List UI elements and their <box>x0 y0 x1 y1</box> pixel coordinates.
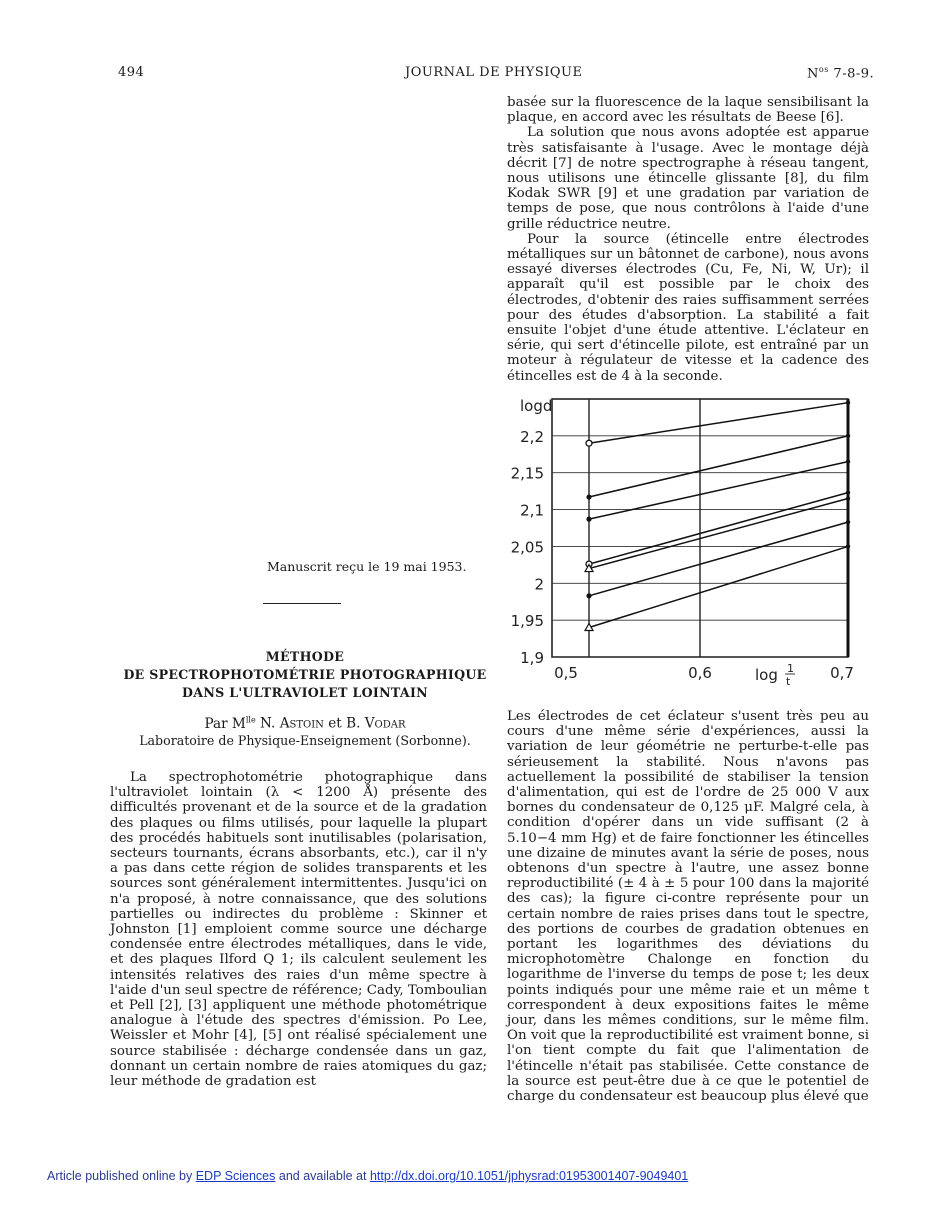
article-title <box>110 648 500 702</box>
publisher-link[interactable]: EDP Sciences <box>195 1169 276 1183</box>
series-line <box>589 436 848 497</box>
x-axis-label-numerator: 1 <box>787 662 794 675</box>
paragraph: basée sur la fluorescence de la laque sensibilisant la plaque, en accord avec les résultats de Beese [6]. <box>507 95 869 126</box>
y-tick-label: 2,05 <box>510 538 544 557</box>
manuscript-note: Manuscrit reçu le 19 mai 1953. <box>267 559 467 574</box>
y-tick-label: 2,2 <box>520 427 544 446</box>
data-point <box>586 494 591 499</box>
y-tick-label: 2,1 <box>520 501 544 520</box>
series-line <box>589 403 848 444</box>
journal-title: JOURNAL DE PHYSIQUE <box>405 65 583 80</box>
right-body-text: Les électrodes de cet éclateur s'usent très peu au cours d'une même série d'expériences, aussi la variation de leur géométrie ne perturbe-t-elle pas sérieusement la stabilité. Nous n'avons pas actuellement la possibilité de stabiliser la tension d'alimentation, qui est de l'ordre de 25 000 V aux bornes du condensateur de 0,125 μF. Malgré cela, à condition d'opérer dans un vide suffisant (2 à 5.10−4 mm Hg) et de faire fonctionner les étincelles une dizaine de minutes avant la série de poses, nous obtenons d'un spectre à l'autre, une assez bonne reproductibilité (± 4 à ± 5 pour 100 dans la majorité des cas); la figure ci-contre représente pour un certain nombre de raies prises dans tout le spectre, des portions de courbes de gradation obtenues en portant les logarithmes des déviations du microphotomètre Chalonge en fonction du logarithme de l'inverse du temps de pose t; les deux points indiqués pour une même raie et un même t correspondent à deux expositions faites le même jour, dans les mêmes conditions, sur le même film. On voit que la reproductibilité est vraiment bonne, si l'on tient compte du fait que l'alimentation de l'étincelle n'était pas stabilisée. Cette constance de la source est peut-être due à ce que le potentiel de charge du condensateur est beaucoup plus élevé que <box>507 709 869 1105</box>
series-line <box>589 493 848 565</box>
divider <box>263 603 341 604</box>
paragraph: La solution que nous avons adoptée est apparue très satisfaisante à l'usage. Avec le montage déjà décrit [7] de notre spectrographe à réseau tangent, nous utilisons une étincelle glissante [8], du film Kodak SWR [9] et une gradation par variation de temps de pose, que nous contrôlons à l'aide d'une grille réductrice neutre. <box>507 125 869 232</box>
doi-link[interactable]: http://dx.doi.org/10.1051/jphysrad:01953001407-9049401 <box>369 1169 689 1183</box>
y-tick-label: 1,95 <box>510 612 544 631</box>
data-point <box>846 490 850 494</box>
y-tick-label: 2 <box>534 575 544 594</box>
x-tick-label: 0,6 <box>688 664 712 682</box>
title-line: MÉTHODE <box>265 649 345 664</box>
data-point <box>846 459 850 463</box>
data-point <box>846 496 850 500</box>
affiliation: Laboratoire de Physique-Enseignement (Sorbonne). <box>139 733 471 748</box>
author-name: B. Vodar <box>346 715 406 732</box>
y-tick-label: 1,9 <box>520 649 544 667</box>
author-name: N. Astoin <box>260 715 324 732</box>
x-tick-label: 0,7 <box>830 664 854 682</box>
title-line: DANS L'ULTRAVIOLET LOINTAIN <box>182 685 428 700</box>
y-axis-label: logd <box>520 397 553 415</box>
data-point <box>586 440 592 446</box>
x-tick-label: 0,5 <box>554 664 578 682</box>
title-line: DE SPECTROPHOTOMÉTRIE PHOTOGRAPHIQUE <box>123 667 487 682</box>
data-point <box>846 434 850 438</box>
authors: Par $M^{lle}$ N. Astoin et B. Vodar <box>204 715 406 732</box>
data-point <box>846 400 850 404</box>
data-point <box>846 544 850 548</box>
gradation-chart <box>510 385 875 688</box>
right-column-top <box>507 95 869 384</box>
issue-number: $N^{os}$ 7-8-9. <box>807 65 875 82</box>
data-point <box>846 520 850 524</box>
y-tick-label: 2,15 <box>510 464 544 483</box>
data-point <box>586 517 591 522</box>
paragraph: Pour la source (étincelle entre électrodes métalliques sur un bâtonnet de carbone), nous avons essayé diverses électrodes (Cu, Fe, Ni, W, Ur); il apparaît qu'il est possible par le choix des électrodes, d'obtenir des raies suffisamment serrées pour des études d'absorption. La stabilité a fait ensuite l'objet d'une étude attentive. L'éclateur en série, qui sert d'étincelle pilote, est entraîné par un moteur à régulateur de vitesse et la cadence des étincelles est de 4 à la seconde. <box>507 231 869 384</box>
page-number: 494 <box>118 65 145 80</box>
series-line <box>589 462 848 519</box>
x-axis-label-denominator: t <box>786 675 791 688</box>
x-axis-label: log <box>755 666 778 684</box>
data-point <box>586 593 591 598</box>
left-body-text: La spectrophotométrie photographique dans l'ultraviolet lointain (λ < 1200 Å) présente des difficultés provenant et de la source et de la gradation des plaques ou films utilisés, pour laquelle la plupart des procédés habituels sont inutilisables (polarisation, secteurs tournants, écrans absorbants, etc.), car il n'y a pas dans cette région de solides transparents et les sources sont généralement intermittentes. Jusqu'ici on n'a proposé, à notre connaissance, que des solutions partielles ou indirectes du problème : Skinner et Johnston [1] emploient comme source une décharge condensée entre électrodes métalliques, dans le vide, et des plaques Ilford Q 1; ils calculent seulement les intensités relatives des raies d'un même spectre à l'aide d'un seul spectre de référence; Cady, Tomboulian et Pell [2], [3] appliquent une méthode photométrique analogue à l'étude des spectres d'émission. Po Lee, Weissler et Mohr [4], [5] ont réalisé spécialement une source stabilisée : décharge condensée dans un gaz, donnant un certain nombre de raies atomiques du gaz; leur méthode de gradation est <box>110 770 487 1090</box>
footer: Article published online by EDP Sciences and available at http://dx.doi.org/10.1051/jphysrad:01953001407-9049401 <box>47 1169 689 1183</box>
